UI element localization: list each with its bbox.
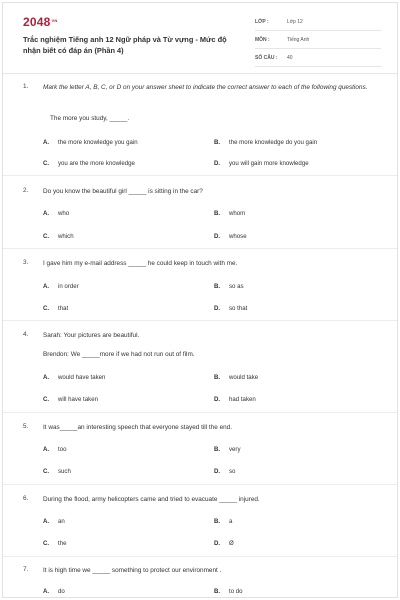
question-text: Do you know the beautiful girl _____ is sitting in the car? [43,188,203,195]
question-text: It is high time we _____ something to protect our environment . [43,567,222,574]
option-a[interactable]: A. do [43,588,65,595]
question-prompt: Brendon: We _____more if we had not run out of film. [43,351,195,358]
option-a[interactable]: A. who [43,210,70,217]
option-b[interactable]: B. the more knowledge do you gain [214,139,318,146]
question-number: 6. [23,495,29,502]
option-d[interactable]: D. whose [214,233,247,240]
question-number: 1. [23,83,29,90]
header-divider [3,73,397,74]
option-a[interactable]: A. the more knowledge you gain [43,139,138,146]
site-logo[interactable]: $2048^{VN}$ [23,15,58,29]
option-a[interactable]: A. an [43,518,65,525]
option-b[interactable]: B. to do [214,588,243,595]
meta-row-subject: MÔN : Tiếng Anh [255,35,381,49]
option-c[interactable]: C. will have taken [43,396,98,403]
option-c[interactable]: C. that [43,305,69,312]
option-d[interactable]: D. Ø [214,540,234,547]
question-text: I gave him my e-mail address _____ he could keep in touch with me. [43,260,238,267]
option-c[interactable]: C. which [43,233,74,240]
option-b[interactable]: B. whom [214,210,246,217]
question-number: 7. [23,566,29,573]
question-number: 4. [23,331,29,338]
question-divider [3,248,397,249]
option-d[interactable]: D. so [214,468,236,475]
option-d[interactable]: D. you will gain more knowledge [214,160,309,167]
option-b[interactable]: B. so as [214,283,244,290]
option-d[interactable]: D. so that [214,305,248,312]
question-divider [3,320,397,321]
option-b[interactable]: B. would take [214,374,259,381]
option-b[interactable]: B. very [214,446,241,453]
question-number: 5. [23,423,29,430]
option-a[interactable]: A. would have taken [43,374,106,381]
question-divider [3,175,397,176]
question-text: Sarah: Your pictures are beautiful. [43,332,140,339]
option-c[interactable]: C. the [43,540,67,547]
question-number: 3. [23,259,29,266]
question-text: It was_____an interesting speech that everyone stayed till the end. [43,424,233,431]
question-divider [3,484,397,485]
document-meta [255,17,381,71]
option-c[interactable]: C. such [43,468,71,475]
question-text: Mark the letter A, B, C, or D on your answer sheet to indicate the correct answer to each of the following questions. [43,84,368,91]
question-divider [3,556,397,557]
option-b[interactable]: B. a [214,518,233,525]
option-a[interactable]: A. too [43,446,67,453]
question-divider [3,412,397,413]
option-a[interactable]: A. in order [43,283,79,290]
document-header [3,3,397,73]
option-c[interactable]: C. you are the more knowledge [43,160,135,167]
document-page [2,2,398,598]
meta-row-class: LỚP : Lớp 12 [255,17,381,31]
question-text: During the flood, army helicopters came and tried to evacuate _____ injured. [43,496,260,503]
meta-row-question-count: SỐ CÂU : 40 [255,53,381,67]
question-number: 2. [23,187,29,194]
page-title: Trắc nghiệm Tiếng anh 12 Ngữ pháp và Từ vựng - Mức độ nhận biết có đáp án (Phần 4) [23,35,227,55]
question-prompt: The more you study, _____. [50,115,130,122]
option-d[interactable]: D. had taken [214,396,256,403]
